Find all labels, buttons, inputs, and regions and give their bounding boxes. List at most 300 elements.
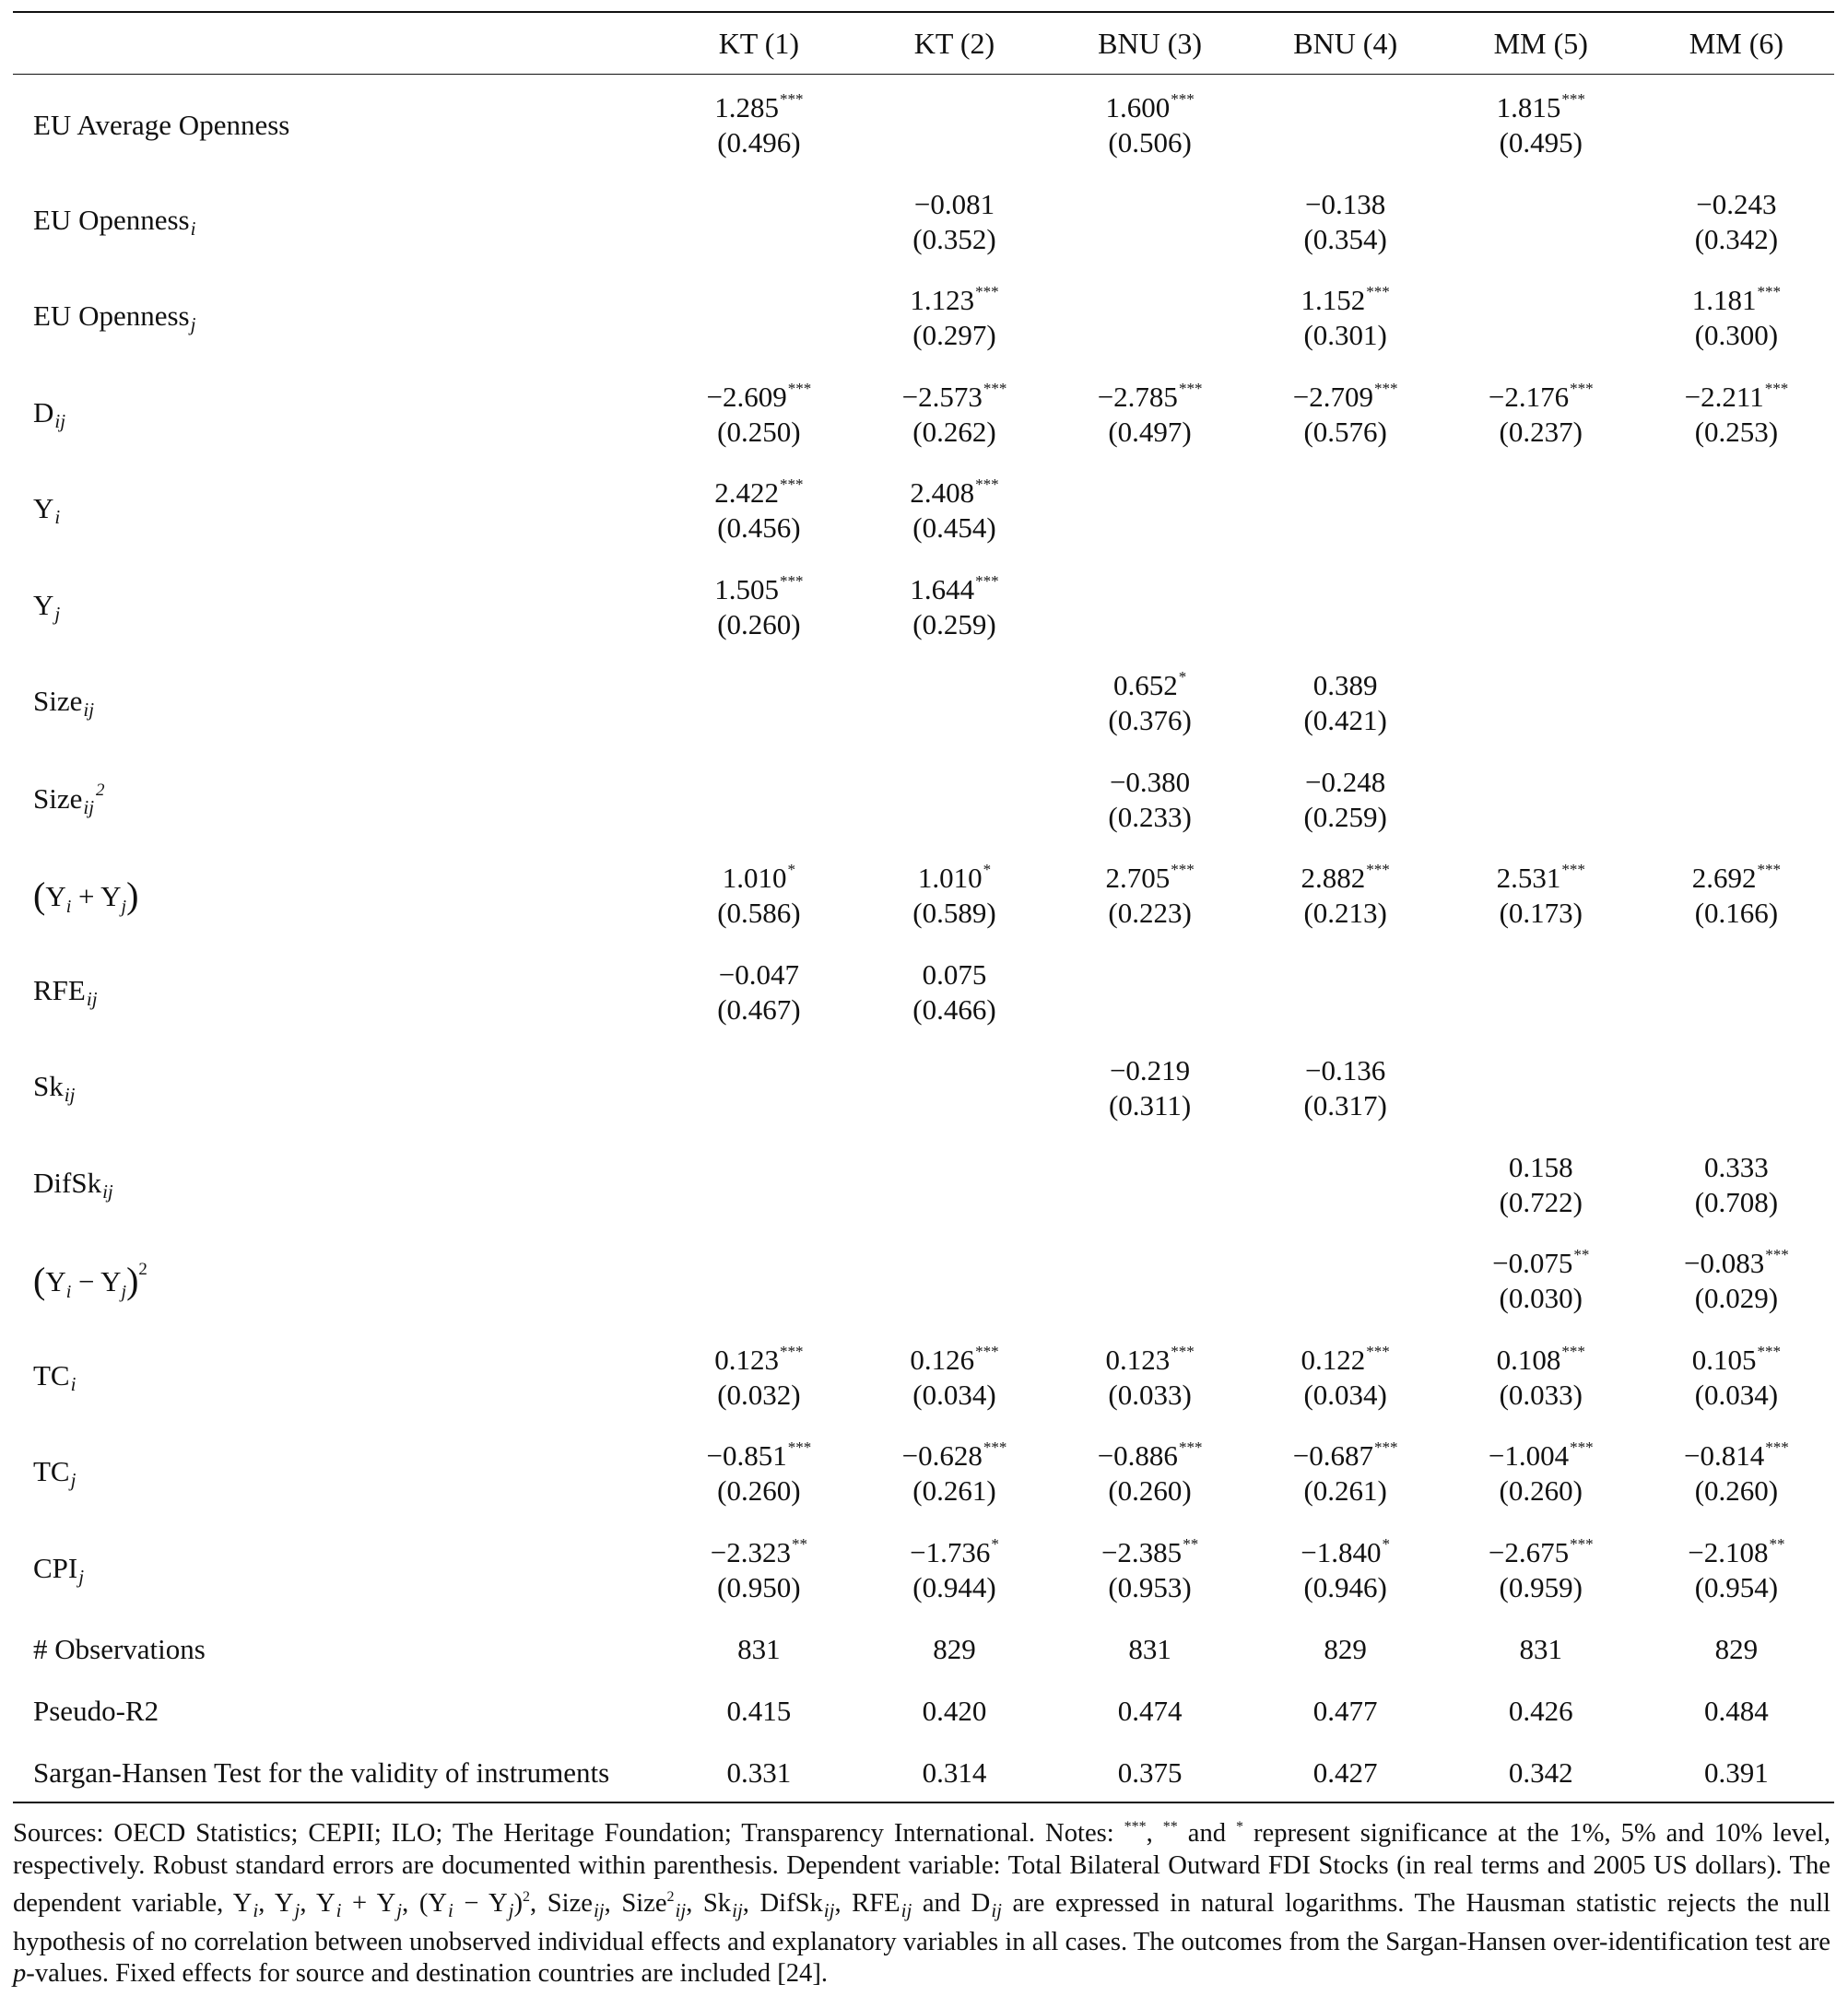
coefficient: [1497, 861, 1585, 896]
estimate: [1303, 765, 1386, 835]
coefficient-value: 0.123: [714, 1343, 780, 1376]
coefficient: [1684, 1438, 1789, 1474]
row-label-text: EU Openness: [33, 203, 190, 236]
stat-row: [13, 1618, 1834, 1680]
coefficient: [910, 476, 998, 511]
stat-value: 0.331: [726, 1755, 792, 1789]
stat-value: 831: [737, 1632, 781, 1665]
table-cell: [661, 559, 856, 656]
table-cell: [856, 848, 1052, 945]
table-row: [13, 270, 1834, 367]
coefficient: [1489, 380, 1594, 415]
estimate: [1301, 861, 1390, 931]
standard-error: (0.950): [717, 1570, 801, 1603]
significance-stars: *: [787, 861, 796, 879]
coefficient: [1105, 1343, 1194, 1378]
significance-stars: ***: [1757, 283, 1782, 301]
coefficient: [910, 1535, 999, 1570]
row-label-text: Size: [33, 685, 83, 718]
standard-error: (0.454): [912, 511, 996, 545]
coefficient: [1098, 380, 1203, 415]
coefficient-value: 2.408: [910, 476, 975, 510]
coefficient-value: 2.531: [1496, 862, 1561, 895]
table-cell: [1443, 1522, 1639, 1619]
standard-error: (0.301): [1303, 319, 1387, 352]
standard-error: (0.954): [1694, 1570, 1779, 1603]
coefficient: [1695, 187, 1778, 222]
estimate: [910, 1343, 998, 1413]
coefficient-value: 2.422: [714, 476, 780, 510]
table-cell: [1443, 848, 1639, 945]
coefficient: [1301, 283, 1390, 318]
standard-error: (0.030): [1499, 1282, 1583, 1315]
estimate: [1303, 1053, 1386, 1123]
table-cell: [856, 1330, 1052, 1427]
notes-pvalues-tail: -values. Fixed effects for source and destination countries are included [24].: [26, 1959, 828, 1988]
estimate: [1489, 1438, 1594, 1509]
coefficient: [714, 90, 803, 125]
table-cell: [1443, 655, 1639, 752]
standard-error: (0.034): [912, 1378, 996, 1411]
coefficient: [1105, 861, 1194, 896]
table-cell: [1053, 174, 1248, 271]
estimate: [902, 380, 1007, 450]
standard-error: (0.944): [912, 1570, 996, 1603]
table-cell: [856, 270, 1052, 367]
estimate: [707, 1438, 812, 1509]
stat-label: Sargan-Hansen Test for the validity of instruments: [33, 1755, 610, 1789]
table-cell: [856, 367, 1052, 464]
table-cell: [856, 1233, 1052, 1330]
row-label: [13, 1522, 661, 1619]
table-cell: [1443, 270, 1639, 367]
estimate: [1688, 1535, 1784, 1605]
notes-stars-3: ***: [1124, 1819, 1147, 1835]
standard-error: (0.953): [1108, 1570, 1192, 1603]
row-label-expression: $(Y_i - Y_j)^2$: [33, 1260, 147, 1303]
table-cell: [1248, 848, 1443, 945]
table-cell: [1248, 1137, 1443, 1234]
column-header: MM (5): [1493, 26, 1588, 60]
coefficient-value: −0.814: [1684, 1439, 1765, 1473]
significance-stars: *: [983, 861, 992, 879]
table-cell: [661, 848, 856, 945]
estimate: [717, 957, 800, 1027]
table-cell: [1443, 945, 1639, 1041]
coefficient-value: −2.675: [1488, 1535, 1570, 1568]
coefficient: [1688, 1535, 1784, 1570]
coefficient: [1303, 1053, 1386, 1088]
standard-error: (0.354): [1303, 222, 1387, 255]
table-cell: [661, 1522, 856, 1619]
coefficient: [902, 1438, 1007, 1474]
coefficient-value: −0.083: [1684, 1247, 1765, 1280]
standard-error: (0.253): [1694, 415, 1779, 448]
table-cell: [1639, 74, 1834, 174]
standard-error: (0.342): [1694, 222, 1779, 255]
standard-error: (0.708): [1694, 1185, 1779, 1218]
table-row: [13, 848, 1834, 945]
significance-stars: **: [792, 1534, 807, 1553]
significance-stars: ***: [975, 476, 999, 494]
significance-stars: ***: [1570, 1438, 1594, 1457]
row-label: [13, 367, 661, 464]
estimate: [1489, 1535, 1594, 1605]
table-cell: [856, 752, 1052, 849]
row-label: [13, 559, 661, 656]
table-cell: [1248, 367, 1443, 464]
coefficient-value: 0.105: [1691, 1343, 1757, 1376]
table-cell: [1443, 1233, 1639, 1330]
table-cell: [1443, 1137, 1639, 1234]
stat-value: 0.314: [922, 1755, 987, 1789]
row-label-text: CPI: [33, 1551, 78, 1584]
coefficient-value: −1.736: [910, 1535, 991, 1568]
table-cell: [856, 1040, 1052, 1137]
standard-error: (0.467): [717, 992, 801, 1026]
estimate: [1105, 90, 1194, 160]
coefficient-value: −0.138: [1305, 187, 1386, 220]
coefficient-value: −2.108: [1688, 1535, 1769, 1568]
stat-label: # Observations: [33, 1632, 206, 1665]
table-cell: [856, 559, 1052, 656]
table-cell: [1053, 367, 1248, 464]
coefficient-value: −0.243: [1696, 187, 1777, 220]
table-cell: [1639, 1040, 1834, 1137]
coefficient: [1497, 90, 1585, 125]
significance-stars: ***: [780, 90, 804, 109]
significance-stars: ***: [975, 571, 999, 590]
table-row: [13, 559, 1834, 656]
table-cell: [1639, 848, 1834, 945]
table-row: [13, 1522, 1834, 1619]
significance-stars: ***: [1561, 1342, 1585, 1360]
estimate: [1293, 380, 1398, 450]
coefficient-value: −2.176: [1488, 380, 1570, 413]
column-header: BNU (3): [1098, 26, 1203, 60]
table-cell: [1248, 752, 1443, 849]
estimate: [1692, 1343, 1781, 1413]
coefficient: [1692, 861, 1781, 896]
table-cell: [1639, 1330, 1834, 1427]
table-cell: [1248, 945, 1443, 1041]
row-label-subscript: j: [70, 1469, 77, 1492]
standard-error: (0.497): [1108, 415, 1192, 448]
row-label-subscript: ij: [64, 1084, 76, 1107]
estimate: [717, 861, 800, 931]
standard-error: (0.297): [912, 319, 996, 352]
table-cell: [1639, 174, 1834, 271]
estimate: [1692, 283, 1781, 353]
regression-table: [13, 13, 1834, 1803]
row-label-subscript: ij: [83, 795, 95, 818]
stat-value: 831: [1519, 1632, 1563, 1665]
coefficient-value: 1.152: [1301, 284, 1366, 317]
row-label-text: EU Openness: [33, 299, 190, 333]
table-cell: [1053, 1137, 1248, 1234]
standard-error: (0.166): [1694, 897, 1779, 930]
coefficient: [1303, 668, 1386, 703]
coefficient: [1108, 668, 1191, 703]
estimate: [714, 1343, 803, 1413]
row-label: [13, 74, 661, 174]
stat-value: 831: [1128, 1632, 1171, 1665]
table-row: [13, 1233, 1834, 1330]
coefficient: [912, 861, 995, 896]
estimate: [1692, 861, 1781, 931]
standard-error: (0.034): [1694, 1378, 1779, 1411]
header-row: [13, 13, 1834, 74]
coefficient: [910, 283, 998, 318]
estimate: [1695, 1150, 1778, 1220]
table-row: [13, 1137, 1834, 1234]
coefficient-value: 0.389: [1312, 669, 1378, 702]
coefficient: [1685, 380, 1789, 415]
coefficient: [1695, 1150, 1778, 1185]
table-cell: [1443, 367, 1639, 464]
row-label-subscript: i: [70, 1372, 77, 1395]
table-cell: [856, 1426, 1052, 1522]
table-cell: [1443, 559, 1639, 656]
table-cell: [1443, 74, 1639, 174]
estimate: [910, 1535, 999, 1605]
row-label-subscript: ij: [54, 409, 66, 432]
row-label-subscript: ij: [102, 1180, 113, 1203]
row-label: [13, 270, 661, 367]
coefficient-value: −0.136: [1305, 1054, 1386, 1087]
estimate: [1108, 765, 1191, 835]
coefficient-value: 0.075: [922, 957, 987, 991]
standard-error: (0.421): [1303, 704, 1387, 737]
significance-stars: ***: [780, 1342, 804, 1360]
row-label-text: D: [33, 395, 54, 429]
estimate: [1098, 380, 1203, 450]
standard-error: (0.586): [717, 897, 801, 930]
table-cell: [1248, 1522, 1443, 1619]
coefficient-value: 1.123: [910, 284, 975, 317]
table-cell: [661, 270, 856, 367]
significance-stars: ***: [1764, 379, 1789, 397]
table-cell: [1248, 1233, 1443, 1330]
significance-stars: **: [1769, 1534, 1785, 1553]
table-cell: [1248, 655, 1443, 752]
standard-error: (0.223): [1108, 897, 1192, 930]
table-row: [13, 1426, 1834, 1522]
coefficient: [1098, 1438, 1203, 1474]
notes-stars-1: *: [1236, 1819, 1244, 1835]
coefficient-value: −0.380: [1109, 765, 1191, 798]
coefficient: [1692, 283, 1781, 318]
coefficient: [1497, 1343, 1585, 1378]
coefficient-value: −0.886: [1097, 1439, 1178, 1473]
standard-error: (0.317): [1303, 1089, 1387, 1122]
estimate: [1108, 668, 1191, 738]
significance-stars: ***: [1765, 1246, 1789, 1264]
coefficient: [1303, 187, 1386, 222]
estimate: [1500, 1150, 1583, 1220]
estimate: [910, 283, 998, 353]
coefficient: [1692, 1343, 1781, 1378]
table-row: [13, 1040, 1834, 1137]
table-cell: [661, 367, 856, 464]
estimate: [1301, 1343, 1390, 1413]
coefficient-value: 2.705: [1105, 862, 1171, 895]
stat-value: 0.427: [1312, 1755, 1378, 1789]
standard-error: (0.260): [1694, 1474, 1779, 1508]
significance-stars: ***: [1374, 1438, 1398, 1457]
coefficient-value: −2.385: [1101, 1535, 1183, 1568]
coefficient-value: 1.285: [714, 91, 780, 124]
notes-lead: Notes:: [1045, 1819, 1114, 1848]
row-label: [13, 945, 661, 1041]
row-label: [13, 1040, 661, 1137]
table-cell: [661, 945, 856, 1041]
estimate: [1695, 187, 1778, 257]
significance-stars: ***: [780, 476, 804, 494]
stat-label: Pseudo-R2: [33, 1694, 159, 1727]
significance-stars: **: [1183, 1534, 1199, 1553]
significance-stars: ***: [787, 1438, 812, 1457]
coefficient-value: 0.122: [1301, 1343, 1366, 1376]
standard-error: (0.259): [912, 607, 996, 640]
estimate: [1303, 187, 1386, 257]
estimate: [912, 861, 995, 931]
significance-stars: ***: [1171, 90, 1195, 109]
stat-row: [13, 1742, 1834, 1803]
table-cell: [1248, 174, 1443, 271]
coefficient: [1293, 1438, 1398, 1474]
estimate: [714, 476, 803, 546]
coefficient: [717, 957, 800, 992]
coefficient-value: 0.108: [1496, 1343, 1561, 1376]
table-cell: [1248, 1330, 1443, 1427]
table-cell: [1053, 270, 1248, 367]
estimate: [1684, 1438, 1789, 1509]
estimate: [1492, 1246, 1589, 1316]
table-cell: [856, 463, 1052, 559]
row-label: [13, 174, 661, 271]
coefficient: [1303, 765, 1386, 800]
table-cell: [661, 1137, 856, 1234]
significance-stars: ***: [1366, 283, 1390, 301]
table-cell: [661, 174, 856, 271]
coefficient: [910, 572, 998, 607]
standard-error: (0.722): [1499, 1185, 1583, 1218]
standard-error: (0.237): [1499, 415, 1583, 448]
estimate: [1684, 1246, 1789, 1316]
table-cell: [856, 74, 1052, 174]
table-cell: [661, 655, 856, 752]
estimate: [912, 957, 995, 1027]
table-cell: [1053, 559, 1248, 656]
standard-error: (0.250): [717, 415, 801, 448]
coefficient: [714, 572, 803, 607]
table-cell: [1639, 1522, 1834, 1619]
table-cell: [1248, 270, 1443, 367]
coefficient-value: −2.709: [1292, 380, 1374, 413]
row-label-text: EU Average Openness: [33, 109, 290, 142]
table-cell: [1639, 270, 1834, 367]
stat-value: 0.420: [922, 1694, 987, 1727]
significance-stars: ***: [1171, 1342, 1195, 1360]
table-cell: [1639, 1137, 1834, 1234]
significance-stars: ***: [1366, 861, 1390, 879]
table-cell: [1443, 1330, 1639, 1427]
table-row: [13, 174, 1834, 271]
table-cell: [1053, 945, 1248, 1041]
estimate: [1497, 861, 1585, 931]
coefficient: [1684, 1246, 1789, 1281]
coefficient-value: 1.010: [722, 862, 787, 895]
notes-sources: Sources: OECD Statistics; CEPII; ILO; The Heritage Foundation; Transparency International.: [13, 1819, 1036, 1848]
row-label-text: TC: [33, 1358, 70, 1391]
coefficient: [1489, 1535, 1594, 1570]
row-label: [13, 1426, 661, 1522]
coefficient-value: 0.126: [910, 1343, 975, 1376]
standard-error: (0.259): [1303, 800, 1387, 833]
significance-stars: ***: [1561, 861, 1585, 879]
standard-error: (0.300): [1694, 319, 1779, 352]
table-cell: [1639, 463, 1834, 559]
stat-value: 0.342: [1508, 1755, 1573, 1789]
column-header: MM (6): [1689, 26, 1784, 60]
row-label-subscript: ij: [86, 987, 98, 1010]
significance-stars: ***: [1570, 1534, 1594, 1553]
standard-error: (0.495): [1499, 126, 1583, 159]
coefficient-value: 1.181: [1691, 284, 1757, 317]
table-cell: [661, 1330, 856, 1427]
notes-vars-lead: The dependent variable, Y: [13, 1850, 1830, 1918]
table-row: [13, 752, 1834, 849]
coefficient: [1109, 1053, 1191, 1088]
row-label-subscript: j: [78, 1565, 85, 1588]
table-header: [13, 13, 1834, 74]
coefficient-value: −2.323: [710, 1535, 791, 1568]
notes-vars-tail: are expressed in natural logarithms. The Hausman statistic rejects the null hypothesis of no correlation between unobserved individual effects and explanatory variables in all cases. The outcomes from the Sargan-Hansen over-identification test are: [13, 1889, 1830, 1956]
coefficient: [902, 380, 1007, 415]
stat-value: 0.474: [1117, 1694, 1183, 1727]
significance-stars: ***: [1178, 1438, 1203, 1457]
column-header: KT (1): [718, 26, 800, 60]
estimate: [1489, 380, 1594, 450]
significance-stars: ***: [1570, 379, 1594, 397]
stat-value: 0.477: [1312, 1694, 1378, 1727]
significance-stars: *: [1382, 1534, 1391, 1553]
coefficient-value: 0.158: [1508, 1150, 1573, 1183]
standard-error: (0.506): [1108, 126, 1192, 159]
coefficient-value: 0.333: [1704, 1150, 1769, 1183]
coefficient: [912, 187, 995, 222]
stat-row: [13, 1680, 1834, 1742]
table-cell: [1053, 1426, 1248, 1522]
table-cell: [661, 1233, 856, 1330]
significance-stars: *: [991, 1534, 999, 1553]
significance-stars: ***: [1757, 1342, 1782, 1360]
estimate: [1301, 283, 1390, 353]
stat-value: 829: [1324, 1632, 1367, 1665]
table-row: [13, 463, 1834, 559]
significance-stars: ***: [975, 283, 999, 301]
coefficient-value: −2.573: [901, 380, 983, 413]
estimate: [910, 476, 998, 546]
estimate: [1105, 1343, 1194, 1413]
row-label-subscript: i: [190, 217, 196, 240]
stat-value: 0.484: [1704, 1694, 1769, 1727]
significance-stars: ***: [780, 571, 804, 590]
significance-stars: ***: [1561, 90, 1585, 109]
estimate: [1101, 1535, 1198, 1605]
table-cell: [1639, 559, 1834, 656]
